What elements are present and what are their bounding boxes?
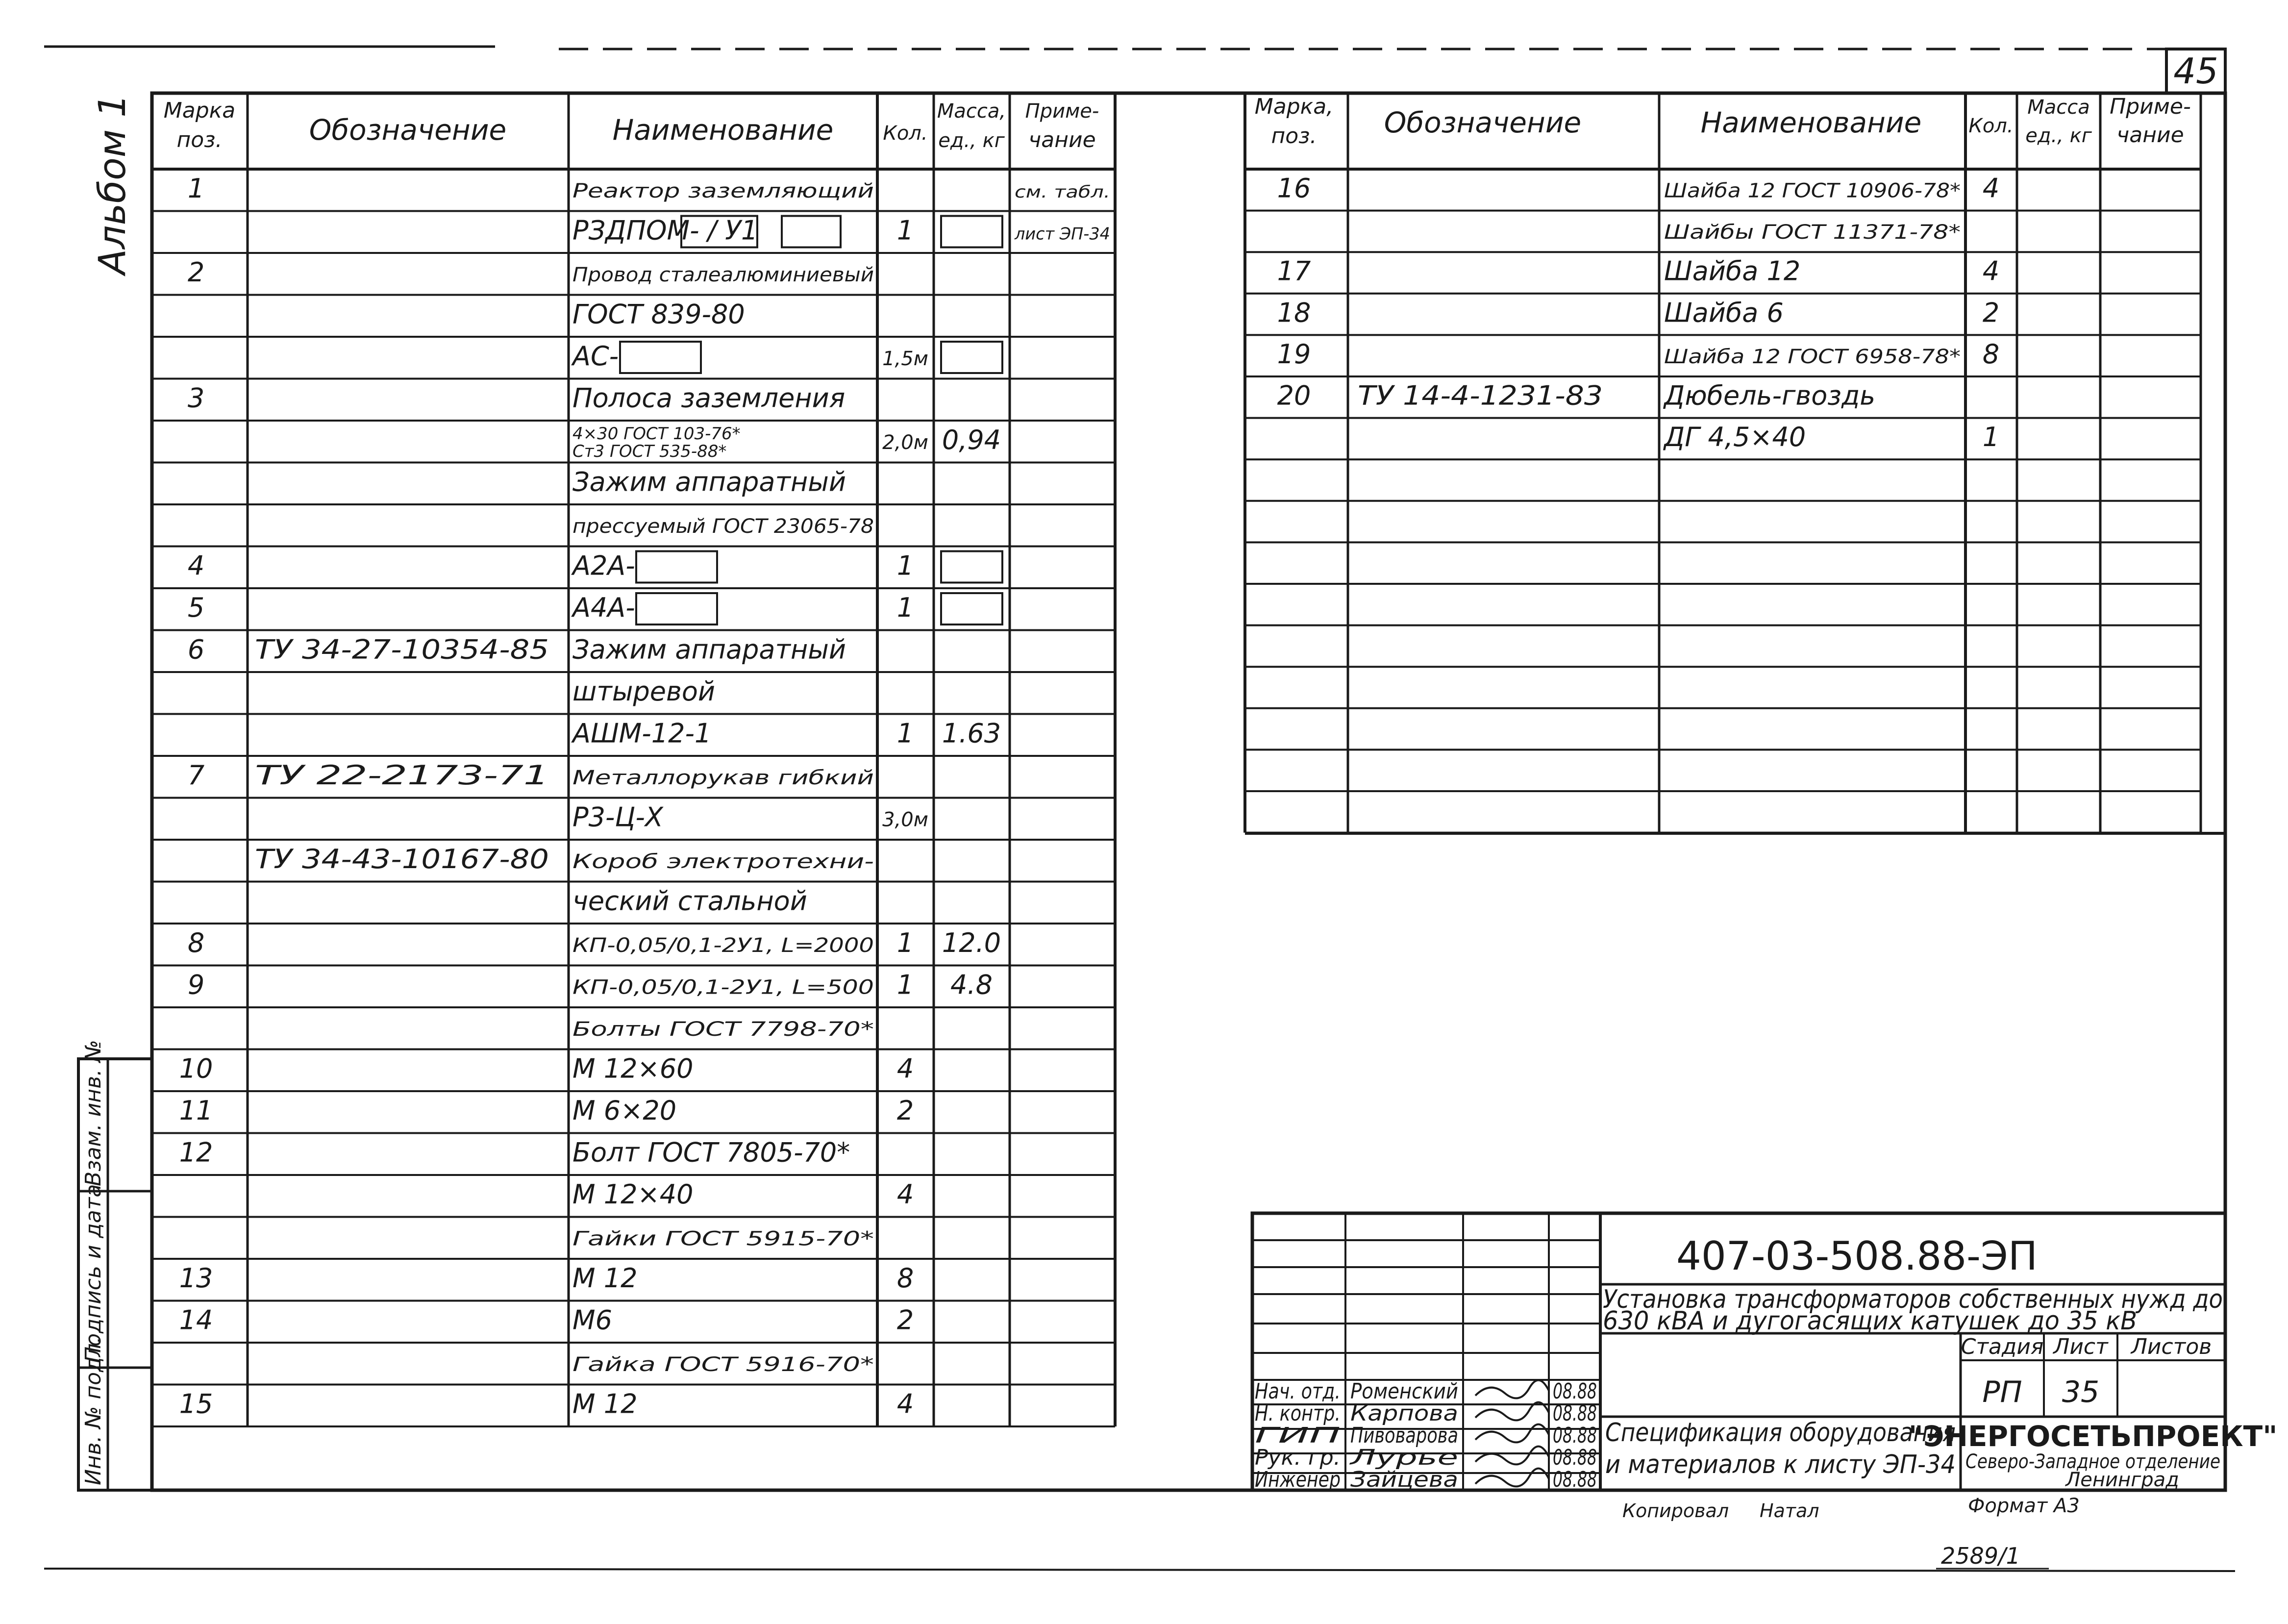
left-header-mass-line1: Масса, — [937, 100, 1006, 123]
table-row — [179, 1389, 914, 1420]
signature-scribble — [1475, 1380, 1549, 1399]
row-qty: 1 — [1982, 422, 2000, 453]
left-spec-table — [152, 93, 1115, 1426]
row-mass: 12.0 — [942, 927, 1001, 959]
sheets-label: Листов — [2131, 1334, 2212, 1359]
row-pos: 19 — [1277, 338, 1311, 370]
doc-code: 407-03-508.88-ЭП — [1676, 1233, 2038, 1279]
table-row — [188, 383, 845, 414]
table-row — [179, 1053, 914, 1084]
row-qty: 1 — [896, 592, 914, 624]
table-row — [1277, 297, 2000, 328]
row-pos: 1 — [187, 173, 205, 204]
sheet-label: Лист — [2053, 1334, 2108, 1359]
staff-role: Нач. отд. — [1255, 1379, 1341, 1404]
row-pos: 9 — [187, 969, 205, 1000]
row-pos: 7 — [187, 760, 205, 791]
row-qty: 4 — [1982, 173, 2000, 204]
row-pos: 13 — [179, 1263, 213, 1294]
blank-field — [941, 216, 1002, 248]
bottom-number: 2589/1 — [1941, 1543, 2020, 1569]
table-row — [188, 760, 874, 791]
row-name-line1: 4×30 ГОСТ 103-76* — [572, 424, 741, 444]
project-title-line2: 630 кВА и дугогасящих катушек до 35 кВ — [1603, 1306, 2137, 1336]
blank-field — [636, 593, 717, 625]
staff-row — [1255, 1467, 1597, 1492]
staff-role: ГИП — [1255, 1423, 1341, 1448]
table-row — [572, 515, 874, 538]
row-name: Гайка ГОСТ 5916-70* — [572, 1353, 874, 1376]
row-name: Короб электротехни- — [572, 850, 874, 874]
row-qty: 1,5м — [882, 348, 928, 371]
row-name: А2А- — [572, 550, 635, 581]
table-row — [188, 634, 846, 665]
staff-role: Рук. гр. — [1255, 1445, 1341, 1470]
page-number: 45 — [2173, 50, 2218, 92]
row-name: Болт ГОСТ 7805-70* — [572, 1137, 850, 1168]
table-row — [572, 1018, 874, 1041]
row-name: КП-0,05/0,1-2У1, L=500 — [572, 976, 874, 999]
row-name-line2: Ст3 ГОСТ 535-88* — [572, 442, 727, 461]
row-name: штыревой — [572, 676, 715, 707]
right-header-pos-line2: поз. — [1271, 124, 1317, 149]
table-row — [255, 844, 874, 874]
row-mass: 4.8 — [950, 969, 993, 1000]
table-row — [179, 1263, 914, 1294]
row-name: Провод сталеалюминиевый — [572, 264, 874, 287]
row-name: А4А- — [572, 592, 635, 624]
row-name: М 12×60 — [572, 1053, 694, 1084]
blank-field — [636, 551, 717, 583]
staff-date: 08.88 — [1553, 1467, 1597, 1492]
table-row — [1664, 221, 1961, 244]
row-qty: 2 — [1982, 297, 2000, 328]
row-name: Шайба 12 ГОСТ 10906-78* — [1664, 179, 1961, 202]
table-row — [188, 550, 914, 581]
table-row — [571, 718, 1001, 749]
staff-row — [1255, 1379, 1597, 1404]
table-row — [572, 802, 928, 833]
row-qty: 4 — [896, 1179, 914, 1210]
row-qty: 1 — [896, 969, 914, 1000]
left-header-name: Наименование — [612, 113, 834, 147]
sheet-title-line1: Спецификация оборудования — [1605, 1418, 1956, 1448]
row-name: ческий стальной — [572, 885, 807, 917]
side-stamp — [78, 1040, 152, 1490]
right-header-qty: Кол. — [1968, 115, 2014, 137]
format-label: Формат А3 — [1968, 1495, 2080, 1517]
row-qty: 2 — [896, 1304, 914, 1336]
staff-name: Пивоварова — [1350, 1423, 1458, 1448]
row-name: М6 — [572, 1304, 612, 1336]
row-pos: 5 — [187, 592, 205, 624]
row-qty: 4 — [896, 1053, 914, 1084]
row-pos: 4 — [187, 550, 205, 581]
staff-name: Роменский — [1350, 1379, 1458, 1404]
row-note: лист ЭП-34 — [1014, 224, 1110, 244]
row-name: Шайба 12 ГОСТ 6958-78* — [1664, 345, 1961, 368]
row-qty: 4 — [896, 1388, 914, 1420]
signature-scribble — [1475, 1447, 1549, 1465]
right-spec-table — [1245, 93, 2201, 833]
row-name: Шайба 6 — [1664, 297, 1784, 328]
table-row — [1663, 422, 1999, 452]
staff-date: 08.88 — [1553, 1401, 1597, 1426]
table-row — [572, 1179, 914, 1210]
row-qty: 8 — [896, 1263, 914, 1294]
row-name: РЗДПОМ- / У1 — [572, 215, 758, 246]
row-name: М 12×40 — [572, 1179, 694, 1210]
row-pos: 8 — [187, 927, 205, 959]
staff-row — [1255, 1445, 1597, 1470]
row-pos: 2 — [187, 257, 205, 288]
row-qty: 1 — [896, 215, 914, 246]
right-table-body — [1277, 173, 2000, 453]
row-name: М 12 — [572, 1263, 638, 1294]
table-row — [571, 341, 928, 372]
table-row — [572, 424, 1001, 461]
org-city: Ленинград — [2065, 1469, 2179, 1491]
staff-name: Карпова — [1350, 1401, 1458, 1426]
row-code: ТУ 14-4-1231-83 — [1358, 380, 1603, 411]
table-row — [188, 173, 1110, 204]
right-table-header — [1255, 94, 2191, 149]
row-note: см. табл. — [1015, 182, 1110, 202]
row-code: ТУ 34-27-10354-85 — [255, 634, 549, 665]
blank-field — [620, 342, 701, 373]
staff-date: 08.88 — [1553, 1379, 1597, 1404]
blank-field — [941, 551, 1002, 583]
row-name: М 6×20 — [572, 1095, 677, 1126]
signature-scribble — [1475, 1469, 1549, 1487]
row-name: Шайба 12 — [1664, 255, 1801, 287]
staff-list — [1255, 1379, 1597, 1492]
table-row — [1277, 173, 2000, 204]
left-header-mass-line2: ед., кг — [938, 129, 1005, 152]
staff-role: Н. контр. — [1255, 1401, 1341, 1426]
table-row — [179, 1095, 914, 1126]
row-name: Болты ГОСТ 7798-70* — [572, 1018, 874, 1041]
row-qty: 1 — [896, 718, 914, 749]
row-pos: 17 — [1277, 255, 1311, 287]
left-table-header — [164, 98, 1099, 152]
row-mass: 1.63 — [942, 718, 1001, 749]
row-pos: 14 — [179, 1304, 213, 1336]
table-row — [572, 299, 745, 330]
left-header-pos-line2: поз. — [176, 127, 223, 152]
table-row — [1277, 380, 1875, 411]
row-name: Зажим аппаратный — [572, 466, 846, 498]
blank-field — [782, 216, 841, 248]
title-block — [1252, 1213, 2277, 1492]
right-header-name: Наименование — [1700, 106, 1922, 139]
blank-field — [941, 593, 1002, 625]
row-name: АШМ-12-1 — [572, 718, 712, 749]
row-pos: 16 — [1277, 173, 1311, 204]
row-mass: 0,94 — [942, 425, 1001, 456]
org-name: "ЭНЕРГОСЕТЬПРОЕКТ" — [1908, 1420, 2278, 1453]
row-name: М 12 — [572, 1388, 638, 1420]
row-pos: 3 — [187, 382, 205, 414]
row-pos: 20 — [1277, 380, 1311, 411]
row-qty: 3,0м — [882, 808, 928, 831]
table-row — [188, 927, 1001, 958]
right-table-grid — [1245, 93, 2201, 833]
copied-name: Натал — [1760, 1500, 1819, 1522]
staff-name: Лурье — [1348, 1445, 1458, 1470]
left-header-code: Обозначение — [309, 113, 507, 147]
right-header-note-line2: чание — [2116, 123, 2184, 148]
table-row — [572, 886, 807, 917]
right-header-code: Обозначение — [1384, 106, 1582, 139]
left-header-pos-line1: Марка — [163, 98, 236, 123]
row-code: ТУ 22-2173-71 — [255, 760, 549, 791]
row-name: ГОСТ 839-80 — [572, 299, 745, 330]
signatures — [1475, 1380, 1549, 1487]
row-name: Реактор заземляющий — [572, 180, 874, 203]
side-stamp-replace-label: Взам. инв. № — [81, 1040, 106, 1186]
row-name: Шайбы ГОСТ 11371-78* — [1664, 221, 1961, 244]
row-pos: 15 — [179, 1388, 213, 1420]
table-row — [179, 1305, 914, 1336]
project-title-line1: Установка трансформаторов собственных нужд до — [1603, 1285, 2223, 1314]
row-pos: 10 — [179, 1053, 213, 1084]
row-qty: 4 — [1982, 255, 2000, 287]
side-stamp-sign-label: Подпись и дата — [81, 1184, 106, 1363]
staff-date: 08.88 — [1553, 1445, 1597, 1470]
org-branch: Северо-Западное отделение — [1965, 1450, 2220, 1473]
right-header-mass-line2: ед., кг — [2025, 125, 2092, 147]
side-stamp-inv-label: Инв. № подл. — [81, 1336, 106, 1485]
row-pos: 11 — [179, 1095, 213, 1126]
right-header-note-line1: Приме- — [2110, 94, 2191, 119]
signature-scribble — [1475, 1424, 1549, 1443]
row-qty: 1 — [896, 927, 914, 959]
right-header-mass-line1: Масса — [2027, 96, 2090, 119]
staff-date: 08.88 — [1553, 1423, 1597, 1448]
row-pos: 18 — [1277, 297, 1311, 328]
row-qty: 8 — [1982, 338, 2000, 370]
row-name: Полоса заземления — [572, 382, 846, 414]
blank-field — [941, 342, 1002, 373]
table-row — [188, 257, 874, 288]
copied-label: Копировал — [1622, 1500, 1729, 1522]
sheet-value: 35 — [2062, 1375, 2100, 1409]
table-row — [572, 1353, 874, 1376]
row-name: ДГ 4,5×40 — [1664, 422, 1806, 453]
row-name: КП-0,05/0,1-2У1, L=2000 — [572, 934, 874, 957]
row-qty: 2 — [896, 1095, 914, 1126]
table-row — [572, 676, 715, 707]
left-header-note-line2: чание — [1028, 127, 1096, 152]
table-row — [572, 467, 846, 498]
row-name: Р3-Ц-Х — [572, 801, 663, 833]
table-row — [1277, 256, 2000, 287]
sheet-title-line2: и материалов к листу ЭП-34 — [1605, 1450, 1956, 1479]
stage-label: Стадия — [1961, 1334, 2044, 1359]
row-name: Дюбель-гвоздь — [1664, 380, 1876, 411]
staff-role: Инженер — [1255, 1467, 1341, 1492]
table-row — [188, 592, 914, 623]
left-header-note-line1: Приме- — [1025, 100, 1099, 123]
row-name: Зажим аппаратный — [572, 634, 846, 665]
left-header-qty: Кол. — [883, 122, 928, 145]
left-table-body — [179, 173, 1110, 1420]
table-row — [188, 970, 993, 1000]
row-name: Металлорукав гибкий — [572, 767, 874, 790]
table-row — [572, 1228, 874, 1250]
stage-value: РП — [1982, 1375, 2022, 1409]
row-qty: 2,0м — [882, 431, 928, 454]
row-pos: 12 — [179, 1137, 213, 1168]
page-number-box — [2166, 49, 2225, 93]
staff-name: Зайцева — [1350, 1467, 1458, 1492]
staff-row — [1255, 1423, 1597, 1448]
right-header-pos-line1: Марка, — [1254, 94, 1334, 119]
row-qty: 1 — [896, 550, 914, 581]
album-label: Альбом 1 — [90, 94, 134, 275]
table-row — [179, 1137, 850, 1168]
table-row — [1277, 339, 2000, 370]
row-code: ТУ 34-43-10167-80 — [255, 844, 549, 875]
row-name: прессуемый ГОСТ 23065-78 — [572, 515, 874, 538]
row-pos: 6 — [187, 634, 205, 665]
bottom-edge-line — [44, 1569, 2235, 1571]
row-name: АС- — [572, 341, 619, 372]
row-name: Гайки ГОСТ 5915-70* — [572, 1227, 874, 1250]
